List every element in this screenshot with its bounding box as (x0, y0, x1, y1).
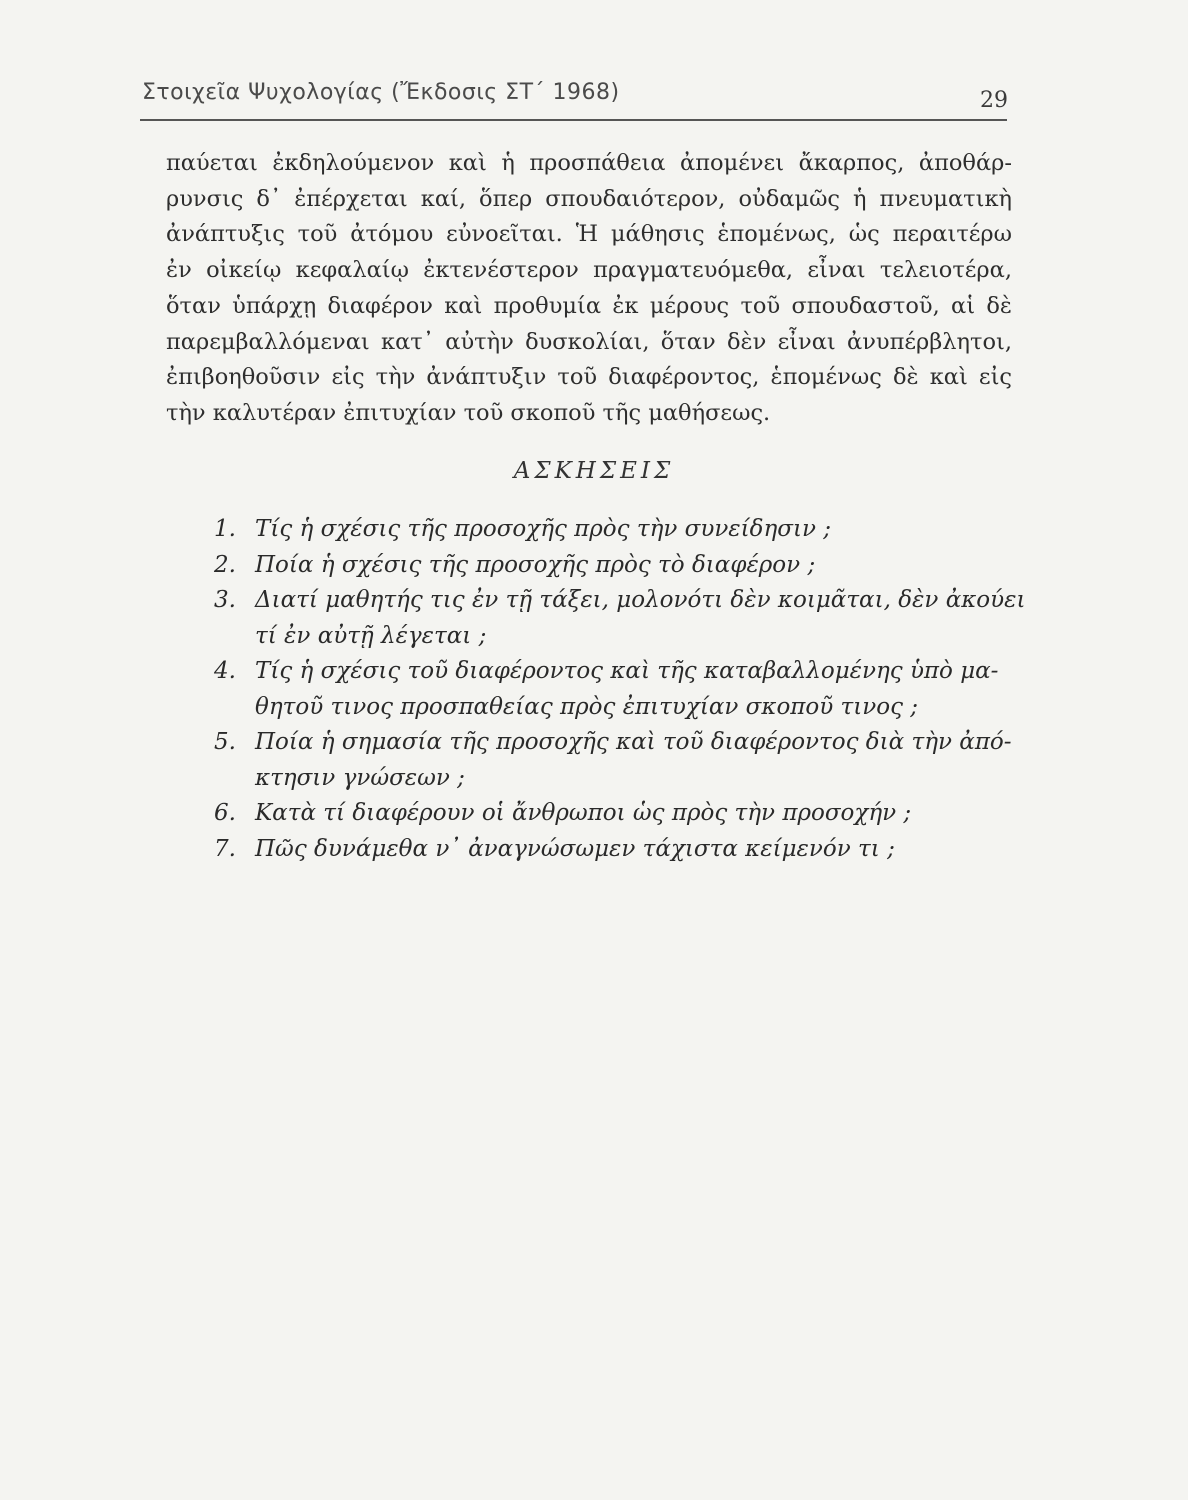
exercise-item-4-continued (214, 690, 1014, 726)
exercise-number: 5. (214, 729, 236, 755)
body-line: ὅταν ὑπάρχῃ διαφέρον καὶ προθυμία ἐκ μέρους τοῦ σπουδαστοῦ, αἱ δὲ (166, 292, 1012, 319)
exercise-text: Ποία ἡ σχέσις τῆς προσοχῆς πρὸς τὸ διαφέρον ; (255, 551, 816, 578)
exercise-text: Τίς ἡ σχέσις τοῦ διαφέροντος καὶ τῆς καταβαλλομένης ὑπὸ μα- (255, 658, 999, 684)
exercise-text: Κατὰ τί διαφέρουν οἱ ἄνθρωποι ὡς πρὸς τὴν προσοχήν ; (255, 800, 912, 826)
exercise-number: 6. (214, 800, 236, 826)
exercise-number: 4. (214, 658, 236, 684)
body-line: ρυνσις δ᾽ ἐπέρχεται καί, ὅπερ σπουδαιότερον, οὐδαμῶς ἡ πνευματικὴ (166, 185, 1012, 212)
body-line: τὴν καλυτέραν ἐπιτυχίαν τοῦ σκοποῦ τῆς μαθήσεως. (166, 399, 771, 426)
exercises-heading: ΑΣΚΗΣΕΙΣ (513, 458, 675, 484)
exercise-item-2 (214, 548, 1014, 584)
header-rule (140, 119, 1007, 121)
body-line: ἐν οἰκείῳ κεφαλαίῳ ἐκτενέστερον πραγματευόμεθα, εἶναι τελειοτέρα, (166, 257, 1012, 284)
exercise-item-1 (214, 512, 1014, 548)
exercise-text: Διατί μαθητής τις ἐν τῇ τάξει, μολονότι δὲν κοιμᾶται, δὲν ἀκούει (255, 587, 1026, 613)
exercise-number: 3. (214, 587, 236, 613)
exercise-item-3 (214, 583, 1026, 619)
body-line: ἐπιβοηθοῦσιν εἰς τὴν ἀνάπτυξιν τοῦ διαφέροντος, ἑπομένως δὲ καὶ εἰς (166, 364, 1012, 391)
exercise-item-4 (214, 654, 1014, 690)
exercise-list (214, 512, 1026, 867)
exercise-number: 7. (214, 835, 236, 862)
exercise-item-7 (214, 832, 1014, 868)
exercise-item-5-continued (214, 761, 1014, 797)
exercise-number: 1. (214, 516, 236, 542)
exercise-text: Ποία ἡ σημασία τῆς προσοχῆς καὶ τοῦ διαφέροντος διὰ τὴν ἀπό- (255, 729, 1012, 755)
exercise-text: κτησιν γνώσεων ; (255, 764, 465, 791)
exercise-text: θητοῦ τινος προσπαθείας πρὸς ἐπιτυχίαν σκοποῦ τινος ; (255, 693, 919, 720)
body-line: παύεται ἐκδηλούμενον καὶ ἡ προσπάθεια ἀπομένει ἄκαρπος, ἀποθάρ- (166, 150, 1012, 176)
exercise-text: τί ἐν αὐτῇ λέγεται ; (255, 622, 487, 649)
exercise-item-5 (214, 725, 1014, 761)
exercise-item-6 (214, 796, 1014, 832)
exercise-item-3-continued (214, 619, 1014, 655)
body-paragraph (166, 146, 1012, 432)
exercise-number: 2. (214, 551, 236, 578)
body-line: παρεμβαλλόμεναι κατ᾽ αὐτὴν δυσκολίαι, ὅταν δὲν εἶναι ἀνυπέρβλητοι, (166, 328, 1012, 355)
running-header: Στοιχεῖα Ψυχολογίας (Ἔκδοσις ΣΤ΄ 1968) (142, 80, 620, 105)
body-line: ἀνάπτυξις τοῦ ἀτόμου εὐνοεῖται. Ἡ μάθησις ἑπομένως, ὡς περαιτέρω (166, 221, 1012, 248)
exercise-text: Πῶς δυνάμεθα ν᾽ ἀναγνώσωμεν τάχιστα κείμενόν τι ; (255, 835, 895, 862)
page-number: 29 (980, 88, 1008, 113)
exercise-text: Τίς ἡ σχέσις τῆς προσοχῆς πρὸς τὴν συνείδησιν ; (255, 516, 832, 542)
